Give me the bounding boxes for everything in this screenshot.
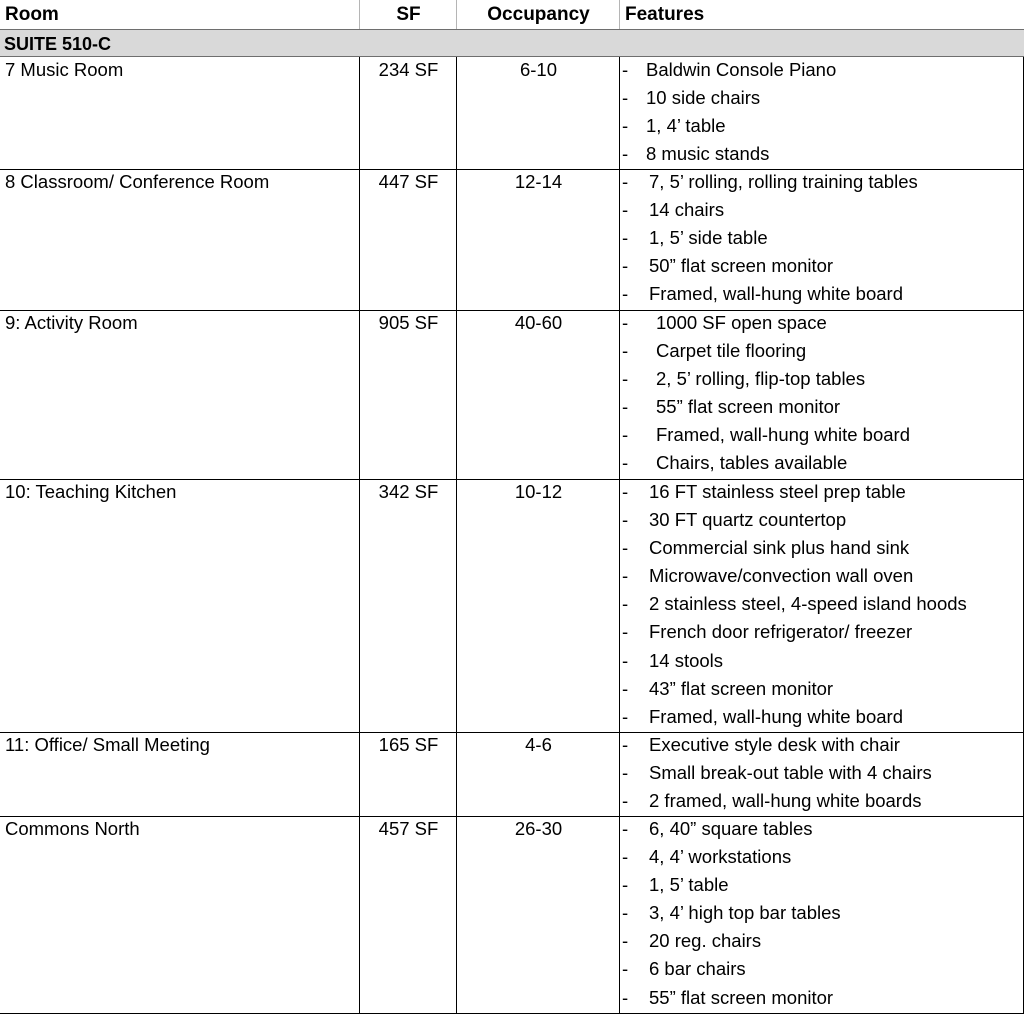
- column-divider: [619, 57, 620, 1014]
- header-occupancy: Occupancy: [487, 4, 590, 25]
- bullet-dash: -: [622, 312, 629, 333]
- room-name: 10: Teaching Kitchen: [5, 481, 177, 502]
- room-occupancy: 10-12: [514, 481, 563, 502]
- room-occupancy: 6-10: [519, 59, 558, 80]
- bullet-dash: -: [622, 255, 629, 277]
- bullet-dash: -: [622, 902, 629, 924]
- header-sf: SF: [396, 4, 421, 25]
- feature-text: 8 music stands: [646, 143, 770, 165]
- bullet-dash: -: [622, 930, 629, 952]
- feature-text: Chairs, tables available: [656, 452, 848, 474]
- feature-text: Framed, wall-hung white board: [656, 424, 910, 446]
- bullet-dash: -: [622, 734, 629, 755]
- bullet-dash: -: [622, 621, 629, 643]
- bullet-dash: -: [622, 958, 629, 980]
- feature-text: Small break-out table with 4 chairs: [649, 762, 932, 784]
- bullet-dash: -: [622, 340, 629, 362]
- bullet-dash: -: [622, 396, 629, 418]
- header-divider: [456, 0, 457, 29]
- header-features: Features: [625, 4, 705, 25]
- room-sf: 342 SF: [378, 481, 439, 502]
- bullet-dash: -: [622, 677, 629, 699]
- room-occupancy: 4-6: [525, 734, 552, 755]
- feature-text: Executive style desk with chair: [649, 734, 900, 755]
- row-divider: [0, 479, 1024, 480]
- feature-text: 1, 5’ side table: [649, 227, 768, 249]
- bullet-dash: -: [622, 424, 629, 446]
- feature-text: Microwave/convection wall oven: [649, 565, 914, 587]
- room-occupancy: 12-14: [514, 171, 563, 192]
- feature-text: Carpet tile flooring: [656, 340, 807, 362]
- feature-text: 6, 40” square tables: [649, 818, 813, 839]
- bullet-dash: -: [622, 705, 629, 727]
- feature-text: Framed, wall-hung white board: [649, 705, 903, 727]
- room-name: 7 Music Room: [5, 59, 124, 80]
- feature-text: 55” flat screen monitor: [649, 986, 834, 1008]
- row-divider: [0, 732, 1024, 733]
- feature-text: Baldwin Console Piano: [646, 59, 837, 80]
- room-sf: 457 SF: [378, 818, 439, 839]
- row-divider: [0, 816, 1024, 817]
- bullet-dash: -: [622, 790, 629, 812]
- bullet-dash: -: [622, 368, 629, 390]
- bullet-dash: -: [622, 986, 629, 1008]
- room-sf: 447 SF: [378, 171, 439, 192]
- bullet-dash: -: [622, 874, 629, 896]
- feature-text: 14 chairs: [649, 199, 725, 221]
- bullet-dash: -: [622, 481, 629, 502]
- bullet-dash: -: [622, 509, 629, 531]
- feature-text: 1, 4’ table: [646, 115, 726, 137]
- bullet-dash: -: [622, 59, 629, 80]
- room-name: Commons North: [5, 818, 140, 839]
- room-sf: 905 SF: [378, 312, 439, 333]
- feature-text: 1000 SF open space: [656, 312, 827, 333]
- bullet-dash: -: [622, 283, 629, 305]
- room-name: 8 Classroom/ Conference Room: [5, 171, 270, 192]
- feature-text: 7, 5’ rolling, rolling training tables: [649, 171, 918, 192]
- column-divider: [456, 57, 457, 1014]
- suite-label: SUITE 510-C: [4, 34, 112, 54]
- feature-text: 10 side chairs: [646, 87, 761, 109]
- feature-text: Framed, wall-hung white board: [649, 283, 903, 305]
- row-divider: [0, 310, 1024, 311]
- feature-text: 30 FT quartz countertop: [649, 509, 847, 531]
- room-occupancy: 40-60: [514, 312, 563, 333]
- bullet-dash: -: [622, 199, 629, 221]
- feature-text: 55” flat screen monitor: [656, 396, 841, 418]
- bullet-dash: -: [622, 452, 629, 474]
- room-name: 11: Office/ Small Meeting: [5, 734, 210, 755]
- room-sf: 234 SF: [378, 59, 439, 80]
- room-sf: 165 SF: [378, 734, 439, 755]
- feature-text: French door refrigerator/ freezer: [649, 621, 913, 643]
- feature-text: 16 FT stainless steel prep table: [649, 481, 906, 502]
- feature-text: 20 reg. chairs: [649, 930, 762, 952]
- feature-text: 2 framed, wall-hung white boards: [649, 790, 922, 812]
- bullet-dash: -: [622, 649, 629, 671]
- bullet-dash: -: [622, 593, 629, 615]
- column-divider: [359, 57, 360, 1014]
- header-divider: [619, 0, 620, 29]
- bullet-dash: -: [622, 818, 629, 839]
- header-row: [0, 0, 1024, 29]
- bullet-dash: -: [622, 115, 629, 137]
- bullet-dash: -: [622, 846, 629, 868]
- row-divider: [0, 169, 1024, 170]
- suite-band: [0, 29, 1024, 57]
- bullet-dash: -: [622, 565, 629, 587]
- feature-text: 43” flat screen monitor: [649, 677, 834, 699]
- bullet-dash: -: [622, 227, 629, 249]
- feature-text: 4, 4’ workstations: [649, 846, 792, 868]
- feature-text: 6 bar chairs: [649, 958, 746, 980]
- bullet-dash: -: [622, 762, 629, 784]
- bullet-dash: -: [622, 87, 629, 109]
- room-name: 9: Activity Room: [5, 312, 138, 333]
- bullet-dash: -: [622, 143, 629, 165]
- feature-text: 14 stools: [649, 649, 724, 671]
- feature-text: 1, 5’ table: [649, 874, 729, 896]
- feature-text: 2, 5’ rolling, flip-top tables: [656, 368, 866, 390]
- feature-text: 3, 4’ high top bar tables: [649, 902, 841, 924]
- feature-text: 50” flat screen monitor: [649, 255, 834, 277]
- feature-text: Commercial sink plus hand sink: [649, 537, 910, 559]
- feature-text: 2 stainless steel, 4-speed island hoods: [649, 593, 967, 615]
- bullet-dash: -: [622, 537, 629, 559]
- bullet-dash: -: [622, 171, 629, 192]
- room-occupancy: 26-30: [514, 818, 563, 839]
- header-room: Room: [5, 4, 59, 25]
- header-divider: [359, 0, 360, 29]
